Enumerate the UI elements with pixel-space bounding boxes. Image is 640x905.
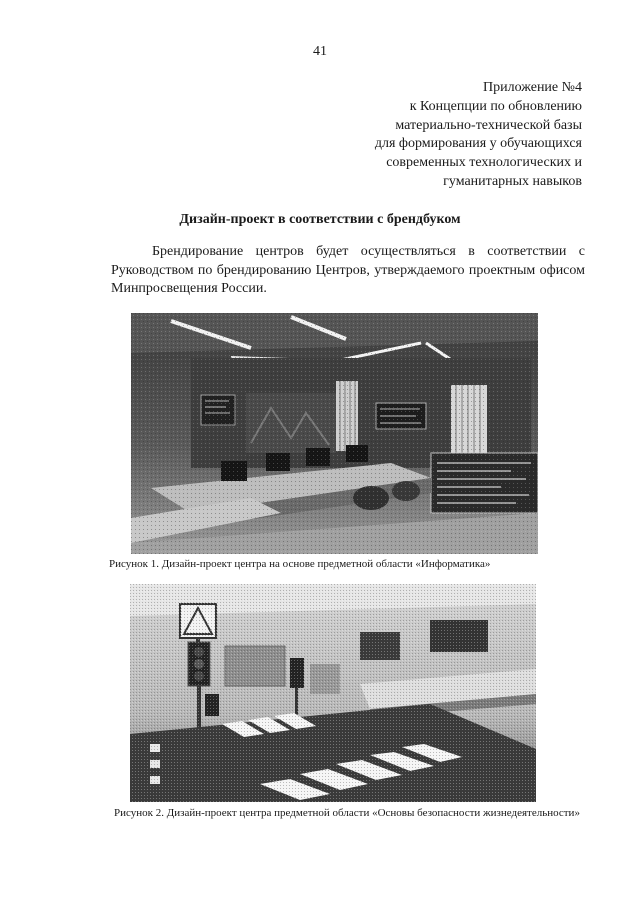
figure-1-caption: Рисунок 1. Дизайн-проект центра на основе предметной области «Информатика»: [109, 558, 491, 570]
appendix-line: гуманитарных навыков: [443, 173, 582, 189]
page-number: 41: [313, 44, 327, 59]
intro-paragraph: Брендирование центров будет осуществляться в соответствии с Руководством по брендированию Центров, утверждаемого проектным офисом Минпросвещения России.: [111, 244, 585, 296]
figure-2-caption: Рисунок 2. Дизайн-проект центра предметной области «Основы безопасности жизнедеятельности»: [114, 807, 580, 819]
appendix-line: Приложение №4: [483, 80, 582, 95]
section-title: Дизайн-проект в соответствии с брендбуком: [179, 212, 461, 227]
figure-2-image: [130, 584, 536, 802]
appendix-line: современных технологических и: [386, 155, 582, 171]
appendix-block: [262, 79, 582, 192]
figure-1-image: [131, 313, 538, 554]
appendix-line: материально-технической базы: [395, 117, 582, 133]
appendix-line: к Концепции по обновлению: [409, 98, 582, 114]
appendix-line: для формирования у обучающихся: [374, 136, 582, 152]
